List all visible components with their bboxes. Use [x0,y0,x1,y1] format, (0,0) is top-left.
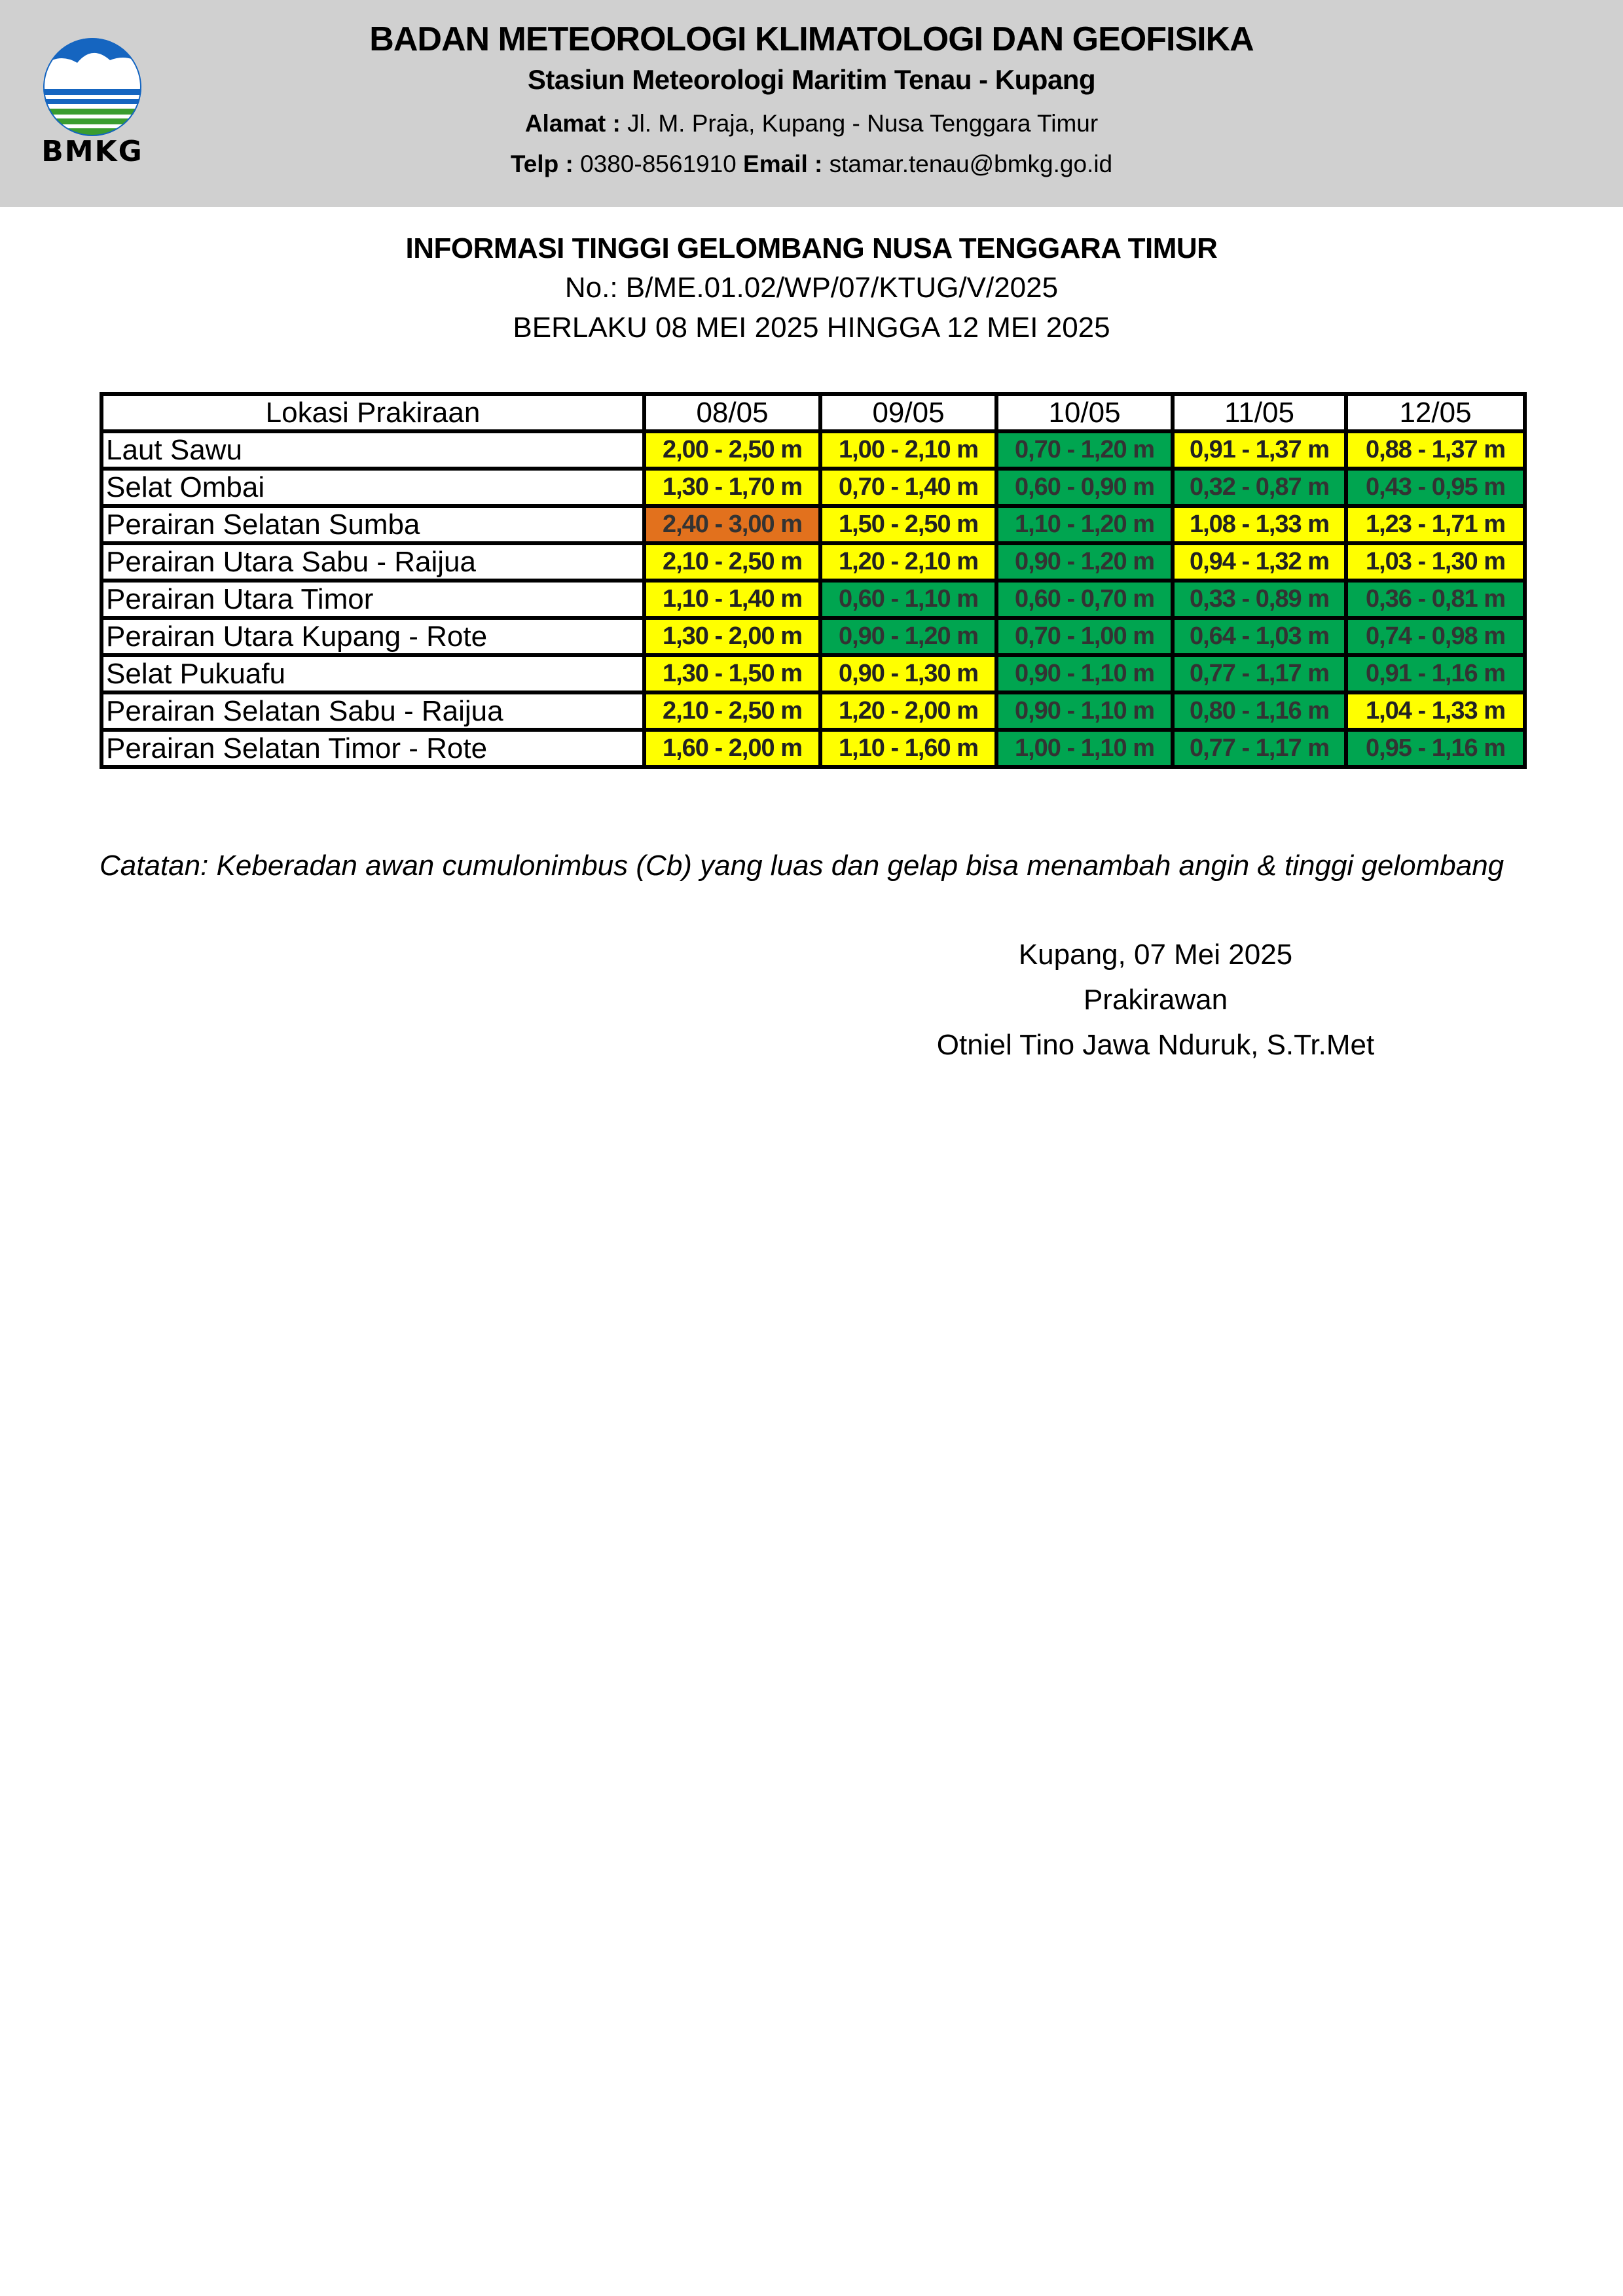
wave-height-cell: 0,70 - 1,00 m [996,618,1173,655]
column-header-date: 12/05 [1346,394,1525,431]
wave-height-cell: 0,70 - 1,20 m [996,431,1173,469]
wave-height-cell: 0,77 - 1,17 m [1173,655,1346,692]
location-cell: Perairan Utara Kupang - Rote [101,618,644,655]
table-row [101,730,1525,767]
wave-height-cell: 1,00 - 1,10 m [996,730,1173,767]
column-header-date: 11/05 [1173,394,1346,431]
table-row [101,692,1525,730]
wave-height-cell: 1,30 - 2,00 m [644,618,820,655]
table-row [101,469,1525,506]
column-header-date: 10/05 [996,394,1173,431]
column-header-date: 09/05 [820,394,996,431]
table-row [101,655,1525,692]
signature-name: Otniel Tino Jawa Nduruk, S.Tr.Met [936,1029,1375,1061]
wave-height-cell: 0,74 - 0,98 m [1346,618,1525,655]
wave-height-cell: 1,00 - 2,10 m [820,431,996,469]
wave-height-cell: 0,36 - 0,81 m [1346,581,1525,618]
email-value: stamar.tenau@bmkg.go.id [829,151,1113,177]
agency-name: BADAN METEOROLOGI KLIMATOLOGI DAN GEOFISIKA [369,20,1254,58]
wave-height-cell: 2,40 - 3,00 m [644,506,820,543]
wave-height-cell: 0,64 - 1,03 m [1173,618,1346,655]
wave-height-cell: 0,90 - 1,20 m [996,543,1173,581]
address-line [0,110,1623,137]
table-row [101,618,1525,655]
location-cell: Selat Pukuafu [101,655,644,692]
validity-period: BERLAKU 08 MEI 2025 HINGGA 12 MEI 2025 [513,312,1110,344]
location-cell: Perairan Selatan Sumba [101,506,644,543]
table-row [101,506,1525,543]
wave-height-cell: 1,20 - 2,10 m [820,543,996,581]
wave-height-cell: 0,88 - 1,37 m [1346,431,1525,469]
location-cell: Selat Ombai [101,469,644,506]
location-cell: Laut Sawu [101,431,644,469]
location-cell: Perairan Utara Sabu - Raijua [101,543,644,581]
wave-height-cell: 0,43 - 0,95 m [1346,469,1525,506]
wave-height-cell: 1,10 - 1,40 m [644,581,820,618]
wave-height-cell: 0,90 - 1,10 m [996,692,1173,730]
wave-height-cell: 1,23 - 1,71 m [1346,506,1525,543]
wave-height-cell: 1,30 - 1,50 m [644,655,820,692]
wave-height-cell: 2,00 - 2,50 m [644,431,820,469]
wave-height-cell: 0,60 - 0,70 m [996,581,1173,618]
email-label: Email : [743,151,823,177]
wave-height-cell: 1,10 - 1,20 m [996,506,1173,543]
document-number: No.: B/ME.01.02/WP/07/KTUG/V/2025 [564,272,1059,304]
wave-height-cell: 0,94 - 1,32 m [1173,543,1346,581]
location-cell: Perairan Selatan Sabu - Raijua [101,692,644,730]
wave-height-cell: 2,10 - 2,50 m [644,692,820,730]
wave-height-cell: 0,90 - 1,10 m [996,655,1173,692]
wave-height-cell: 0,91 - 1,37 m [1173,431,1346,469]
table-header-row [101,394,1525,431]
table-row [101,431,1525,469]
wave-height-cell: 0,33 - 0,89 m [1173,581,1346,618]
wave-height-cell: 0,60 - 0,90 m [996,469,1173,506]
wave-height-cell: 0,60 - 1,10 m [820,581,996,618]
wave-height-cell: 1,50 - 2,50 m [820,506,996,543]
table-row [101,543,1525,581]
logo-text: BMKG [41,135,143,168]
phone-label: Telp : [510,151,574,177]
wave-height-cell: 1,60 - 2,00 m [644,730,820,767]
signature-place-date: Kupang, 07 Mei 2025 [1018,939,1293,971]
cumulonimbus-note: Catatan: Keberadan awan cumulonimbus (Cb) yang luas dan gelap bisa menambah angin & tinggi gelombang [100,850,1504,882]
column-header-location: Lokasi Prakiraan [101,394,644,431]
document-title: INFORMASI TINGGI GELOMBANG NUSA TENGGARA TIMUR [405,232,1218,264]
wave-height-cell: 0,95 - 1,16 m [1346,730,1525,767]
location-cell: Perairan Utara Timor [101,581,644,618]
wave-height-cell: 1,10 - 1,60 m [820,730,996,767]
wave-height-cell: 2,10 - 2,50 m [644,543,820,581]
address-label: Alamat : [524,110,621,137]
wave-height-cell: 0,90 - 1,30 m [820,655,996,692]
location-cell: Perairan Selatan Timor - Rote [101,730,644,767]
station-name: Stasiun Meteorologi Maritim Tenau - Kupang [527,64,1096,95]
wave-height-cell: 0,32 - 0,87 m [1173,469,1346,506]
wave-height-cell: 1,03 - 1,30 m [1346,543,1525,581]
contact-line [0,151,1623,178]
letterhead [0,0,1623,207]
address-value: Jl. M. Praja, Kupang - Nusa Tenggara Timur [627,110,1099,137]
column-header-date: 08/05 [644,394,820,431]
wave-height-cell: 0,77 - 1,17 m [1173,730,1346,767]
wave-height-cell: 0,91 - 1,16 m [1346,655,1525,692]
wave-height-cell: 1,04 - 1,33 m [1346,692,1525,730]
wave-height-cell: 0,80 - 1,16 m [1173,692,1346,730]
table-row [101,581,1525,618]
wave-height-cell: 1,30 - 1,70 m [644,469,820,506]
wave-height-cell: 1,08 - 1,33 m [1173,506,1346,543]
wave-height-cell: 0,70 - 1,40 m [820,469,996,506]
wave-forecast-table [100,392,1527,769]
wave-height-cell: 0,90 - 1,20 m [820,618,996,655]
signature-role: Prakirawan [1083,984,1228,1016]
wave-height-cell: 1,20 - 2,00 m [820,692,996,730]
phone-value: 0380-8561910 [580,151,737,177]
